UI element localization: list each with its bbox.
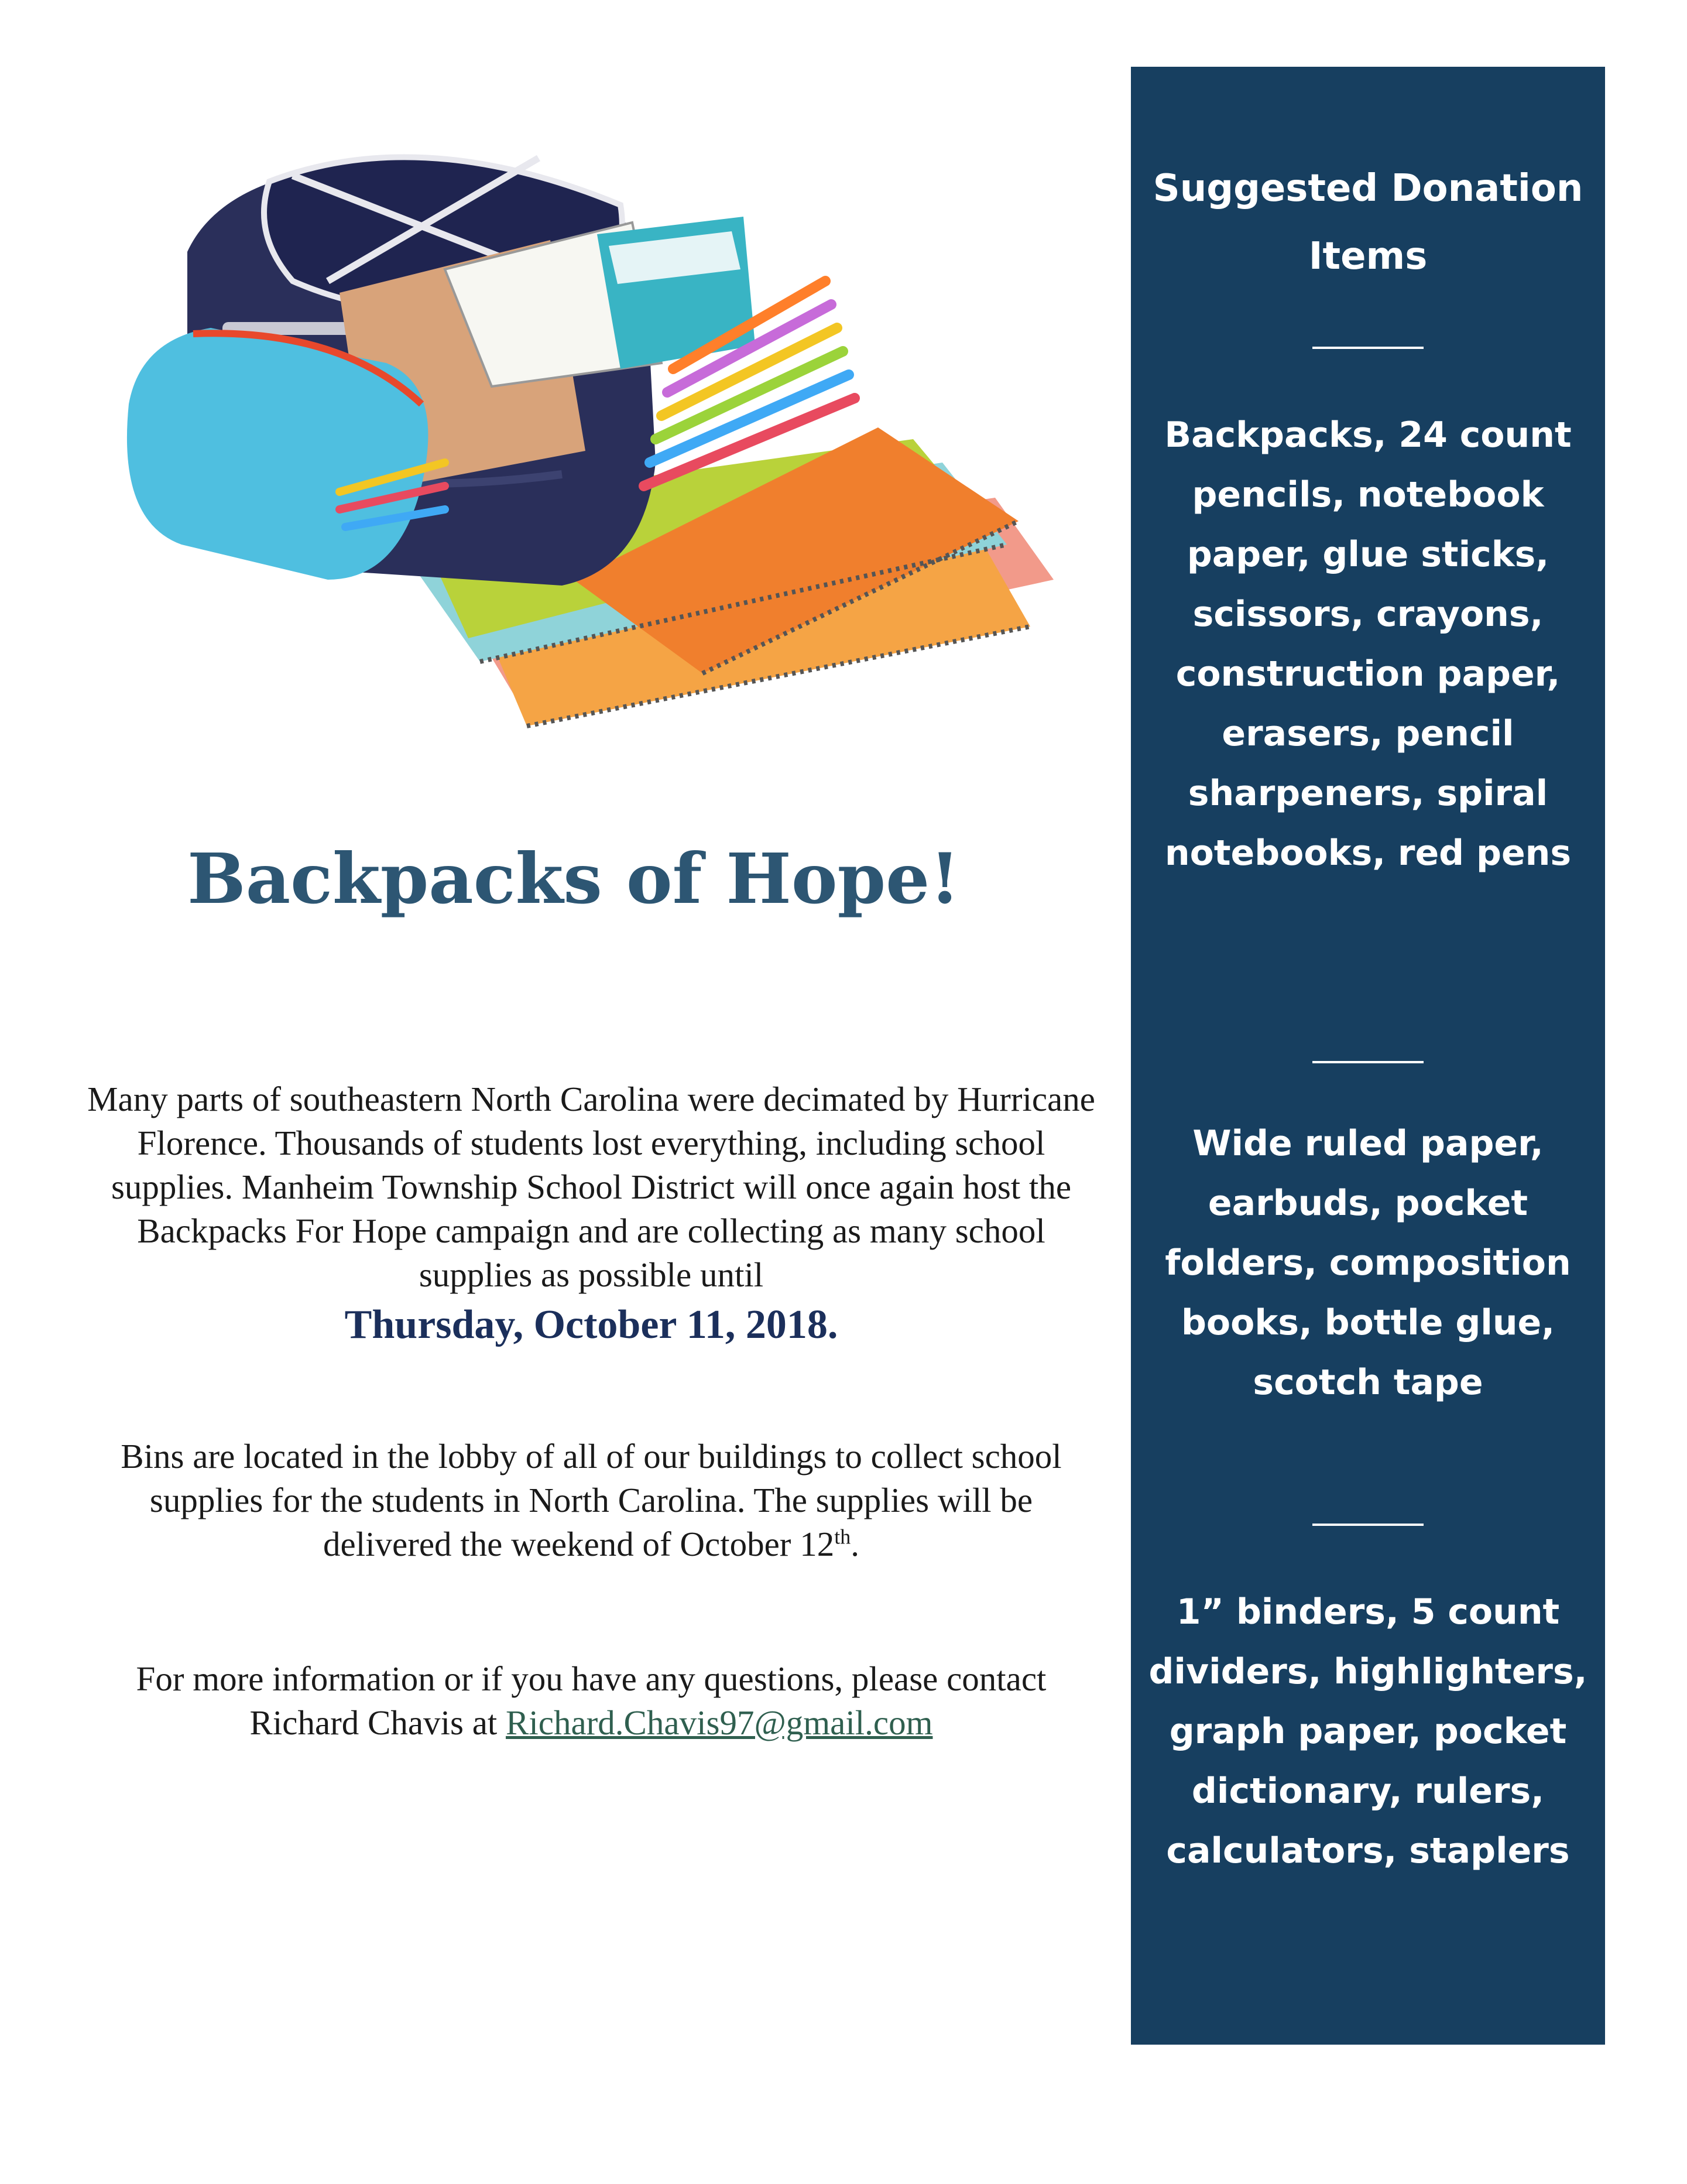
sidebar-heading: Suggested Donation Items [1153, 167, 1583, 278]
deadline-date: Thursday, October 11, 2018. [344, 1302, 838, 1347]
intro-paragraph [82, 1077, 1100, 1353]
sidebar-divider-3 [1312, 1524, 1424, 1526]
bins-text: Bins are located in the lobby of all of our buildings to collect school supplies for the students in North Carolina. The supplies will be delivered the weekend of October 12 [121, 1437, 1062, 1563]
backpack-supplies-illustration [117, 135, 1077, 802]
flyer-title: Backpacks of Hope! [187, 838, 960, 919]
donation-list-2: Wide ruled paper, earbuds, pocket folders, composition books, bottle glue, scotch tape [1165, 1123, 1571, 1403]
calculator [597, 217, 755, 369]
donation-items-sidebar [1131, 67, 1605, 2045]
contact-text: For more information or if you have any questions, please contact Richard Chavis at [136, 1659, 1047, 1742]
donation-list-3: 1” binders, 5 count dividers, highlighters, graph paper, pocket dictionary, rulers, calculators, staplers [1148, 1591, 1587, 1871]
bins-end: . [851, 1525, 859, 1563]
contact-paragraph [82, 1657, 1100, 1745]
bins-paragraph [82, 1435, 1100, 1566]
donation-list-1: Backpacks, 24 count pencils, notebook paper, glue sticks, scissors, crayons, construction paper, erasers, pencil sharpeners, spiral notebooks, red pens [1164, 415, 1572, 874]
sidebar-divider-1 [1312, 347, 1424, 349]
backpack-supplies-image [117, 135, 1077, 802]
sidebar-divider-2 [1312, 1061, 1424, 1063]
bins-ordinal-suffix: th [834, 1525, 851, 1549]
intro-text: Many parts of southeastern North Carolina were decimated by Hurricane Florence. Thousands of students lost everything, including school supplies. Manheim Township School District will once again host the Backpacks For Hope campaign and are collecting as many school supplies as possible until [87, 1080, 1095, 1294]
contact-email-link[interactable]: Richard.Chavis97@gmail.com [506, 1703, 933, 1742]
